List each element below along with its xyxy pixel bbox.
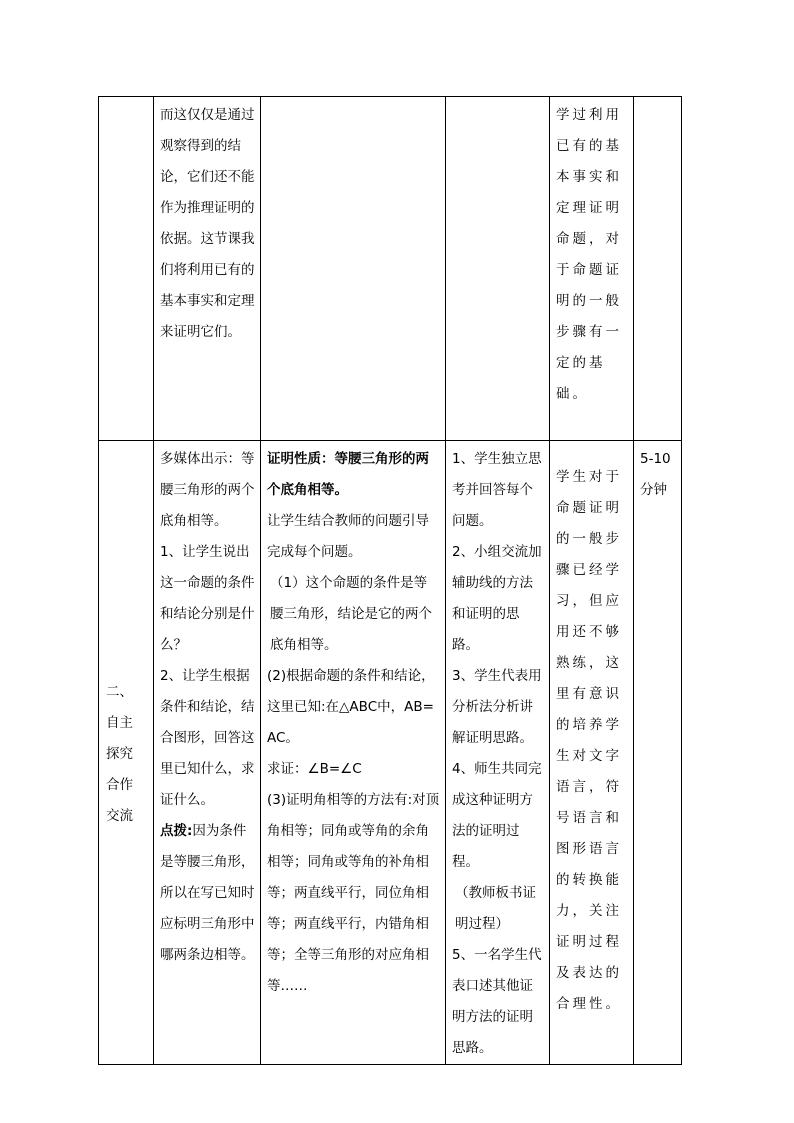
- student-step-3: 3、学生代表用分析法分析讲解证明思路。: [452, 668, 542, 746]
- student-activity-cell-empty: [446, 97, 550, 441]
- teacher-intro: 多媒体出示：等腰三角形的两个底角相等。: [160, 451, 255, 529]
- student-step-4-note: （教师板书证明过程）: [455, 885, 536, 932]
- time-cell: [634, 441, 682, 1065]
- tip-label: 点拨:: [160, 823, 193, 839]
- student-step-1: 1、学生独立思考并回答每个问题。: [452, 451, 542, 529]
- content-line-3: (2)根据命题的条件和结论，这里已知:在△ABC中，AB=AC。: [267, 668, 435, 746]
- teacher-question-1: 1、让学生说出这一命题的条件和结论分别是什么？: [160, 544, 255, 653]
- content-cell-empty: [261, 97, 446, 441]
- content-cell: [261, 441, 446, 1065]
- design-intent-text: 学过利用已有的基本事实和定理证明命题，对于命题证明的一般步骤有一定的基础。: [556, 107, 622, 402]
- content-line-1: 让学生结合教师的问题引导完成每个问题。: [267, 513, 429, 560]
- student-step-4: 4、师生共同完成这种证明方法的证明过程。: [452, 761, 542, 870]
- stage-line: 自主: [106, 714, 133, 731]
- content-line-4: 求证：∠B=∠C: [267, 761, 362, 777]
- student-activity-cell: [446, 441, 550, 1065]
- student-step-2: 2、小组交流加辅助线的方法和证明的思路。: [452, 544, 542, 653]
- tip-text: 因为条件是等腰三角形，所以在写已知时应标明三角形中哪两条边相等。: [160, 823, 255, 963]
- stage-line: 合作: [106, 776, 133, 793]
- teacher-activity-cell: [154, 441, 261, 1065]
- teacher-question-2: 2、让学生根据条件和结论，结合图形，回答这里已知什么，求证什么。: [160, 668, 255, 808]
- table-row-continuation: [99, 97, 682, 441]
- stage-line: 二、: [106, 683, 133, 700]
- design-intent-cell: [550, 441, 634, 1065]
- design-intent-cell: [550, 97, 634, 441]
- student-step-5: 5、一名学生代表口述其他证明方法的证明思路。: [452, 947, 542, 1056]
- lesson-plan-table: [98, 96, 682, 1065]
- content-line-2: （1）这个命题的条件是等腰三角形，结论是它的两个底角相等。: [270, 575, 432, 653]
- stage-line: 交流: [106, 807, 133, 824]
- stage-line: 探究: [106, 745, 133, 762]
- design-intent-text: 学生对于命题证明的一般步骤已经学习，但应用还不够熟练，这里有意识的培养学生对文字语言，符号语言和图形语言的转换能力，关注证明过程及表达的合理性。: [556, 469, 622, 1012]
- time-cell-empty: [634, 97, 682, 441]
- stage-cell-empty: [99, 97, 154, 441]
- teacher-tip: [160, 816, 255, 971]
- content-title: 证明性质：等腰三角形的两个底角相等。: [267, 451, 429, 498]
- teacher-activity-cell: [154, 97, 261, 441]
- table-row-main: [99, 441, 682, 1065]
- content-line-5: (3)证明角相等的方法有:对顶角相等；同角或等角的余角相等；同角或等角的补角相等；两直线平行，同位角相等；两直线平行，内错角相等；全等三角形的对应角相等……: [267, 792, 440, 994]
- stage-cell: [99, 441, 154, 1065]
- time-text: 5-10分钟: [640, 451, 671, 498]
- teacher-activity-text: 而这仅仅是通过观察得到的结论，它们还不能作为推理证明的依据。这节课我们将利用已有的基本事实和定理来证明它们。: [160, 107, 255, 340]
